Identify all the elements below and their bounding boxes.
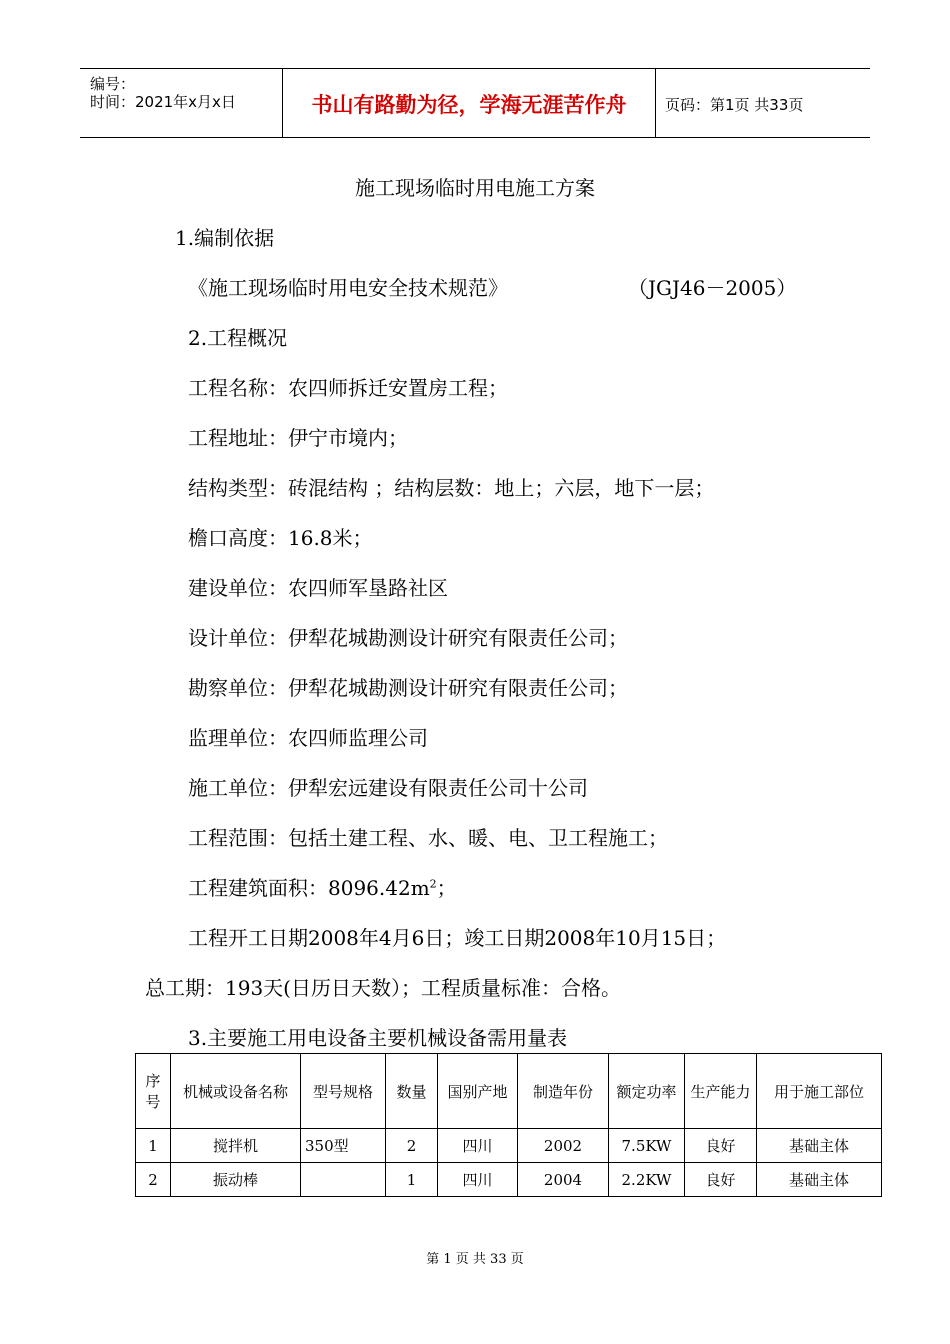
survey-unit: 勘察单位：伊犁花城勘测设计研究有限责任公司；	[188, 676, 628, 700]
section-heading-2: 2.工程概况	[188, 326, 288, 350]
construction-unit: 施工单位：伊犁宏远建设有限责任公司十公司	[188, 776, 588, 800]
design-unit: 设计单位：伊犁花城勘测设计研究有限责任公司；	[188, 626, 628, 650]
header-meta	[80, 69, 282, 137]
table-cell: 2	[136, 1163, 171, 1197]
header-page-cell	[655, 69, 870, 137]
table-header-cell: 用于施工部位	[757, 1054, 882, 1129]
project-name: 工程名称：农四师拆迁安置房工程；	[188, 376, 508, 400]
section-heading-3: 3.主要施工用电设备主要机械设备需用量表	[188, 1026, 568, 1050]
table-cell: 振动棒	[171, 1163, 301, 1197]
section-heading-1: 1.编制依据	[175, 226, 275, 250]
building-area-end: ；	[436, 876, 457, 900]
table-header-cell: 额定功率	[609, 1054, 685, 1129]
table-cell: 基础主体	[757, 1163, 882, 1197]
project-address: 工程地址：伊宁市境内；	[188, 426, 408, 450]
structure-type: 结构类型：砖混结构 ；结构层数：地上；六层，地下一层；	[188, 476, 715, 500]
table-header-cell: 数量	[386, 1054, 438, 1129]
document-title: 施工现场临时用电施工方案	[355, 176, 595, 200]
table-cell: 1	[136, 1129, 171, 1163]
header-number: 编号：	[90, 75, 136, 93]
table-header-cell: 序号	[136, 1054, 171, 1129]
table-cell: 2004	[518, 1163, 609, 1197]
table-header-cell: 国别产地	[438, 1054, 518, 1129]
header-motto: 书山有路勤为径，学海无涯苦作舟	[311, 92, 627, 117]
table-cell	[301, 1163, 386, 1197]
table-cell: 350型	[301, 1129, 386, 1163]
project-scope: 工程范围：包括土建工程、水、暖、电、卫工程施工；	[188, 826, 668, 850]
supervision-unit: 监理单位：农四师监理公司	[188, 726, 428, 750]
table-cell: 搅拌机	[171, 1129, 301, 1163]
header-page: 页码：第1页 共33页	[665, 96, 804, 114]
page-header	[80, 68, 870, 138]
table-row	[136, 1129, 882, 1163]
table-cell: 1	[386, 1163, 438, 1197]
table-header-cell: 制造年份	[518, 1054, 609, 1129]
table-cell: 四川	[438, 1129, 518, 1163]
building-area	[188, 872, 457, 901]
table-cell: 2.2KW	[609, 1163, 685, 1197]
building-area-exponent: 2	[429, 877, 437, 891]
equipment-table	[135, 1053, 882, 1197]
basis-code: （JGJ46－2005）	[628, 276, 797, 300]
basis-name: 《施工现场临时用电安全技术规范》	[188, 276, 508, 300]
table-cell: 2002	[518, 1129, 609, 1163]
building-area-text: 工程建筑面积：8096.42m	[188, 876, 430, 900]
header-date: 时间：2021年x月x日	[90, 93, 236, 111]
table-cell: 7.5KW	[609, 1129, 685, 1163]
header-motto-cell	[282, 69, 656, 137]
table-row	[136, 1163, 882, 1197]
table-header-cell: 型号规格	[301, 1054, 386, 1129]
schedule-dates: 工程开工日期2008年4月6日；竣工日期2008年10月15日；	[188, 926, 727, 950]
table-cell: 良好	[685, 1163, 757, 1197]
table-header-cell: 机械或设备名称	[171, 1054, 301, 1129]
table-header-row	[136, 1054, 882, 1129]
duration-quality: 总工期：193天(日历日天数）；工程质量标准：合格。	[145, 976, 621, 1000]
table-cell: 四川	[438, 1163, 518, 1197]
table-header-cell: 生产能力	[685, 1054, 757, 1129]
table-cell: 2	[386, 1129, 438, 1163]
eave-height: 檐口高度：16.8米；	[188, 526, 373, 550]
page-footer: 第 1 页 共 33 页	[426, 1252, 524, 1267]
table-cell: 良好	[685, 1129, 757, 1163]
table-cell: 基础主体	[757, 1129, 882, 1163]
owner-unit: 建设单位：农四师军垦路社区	[188, 576, 448, 600]
